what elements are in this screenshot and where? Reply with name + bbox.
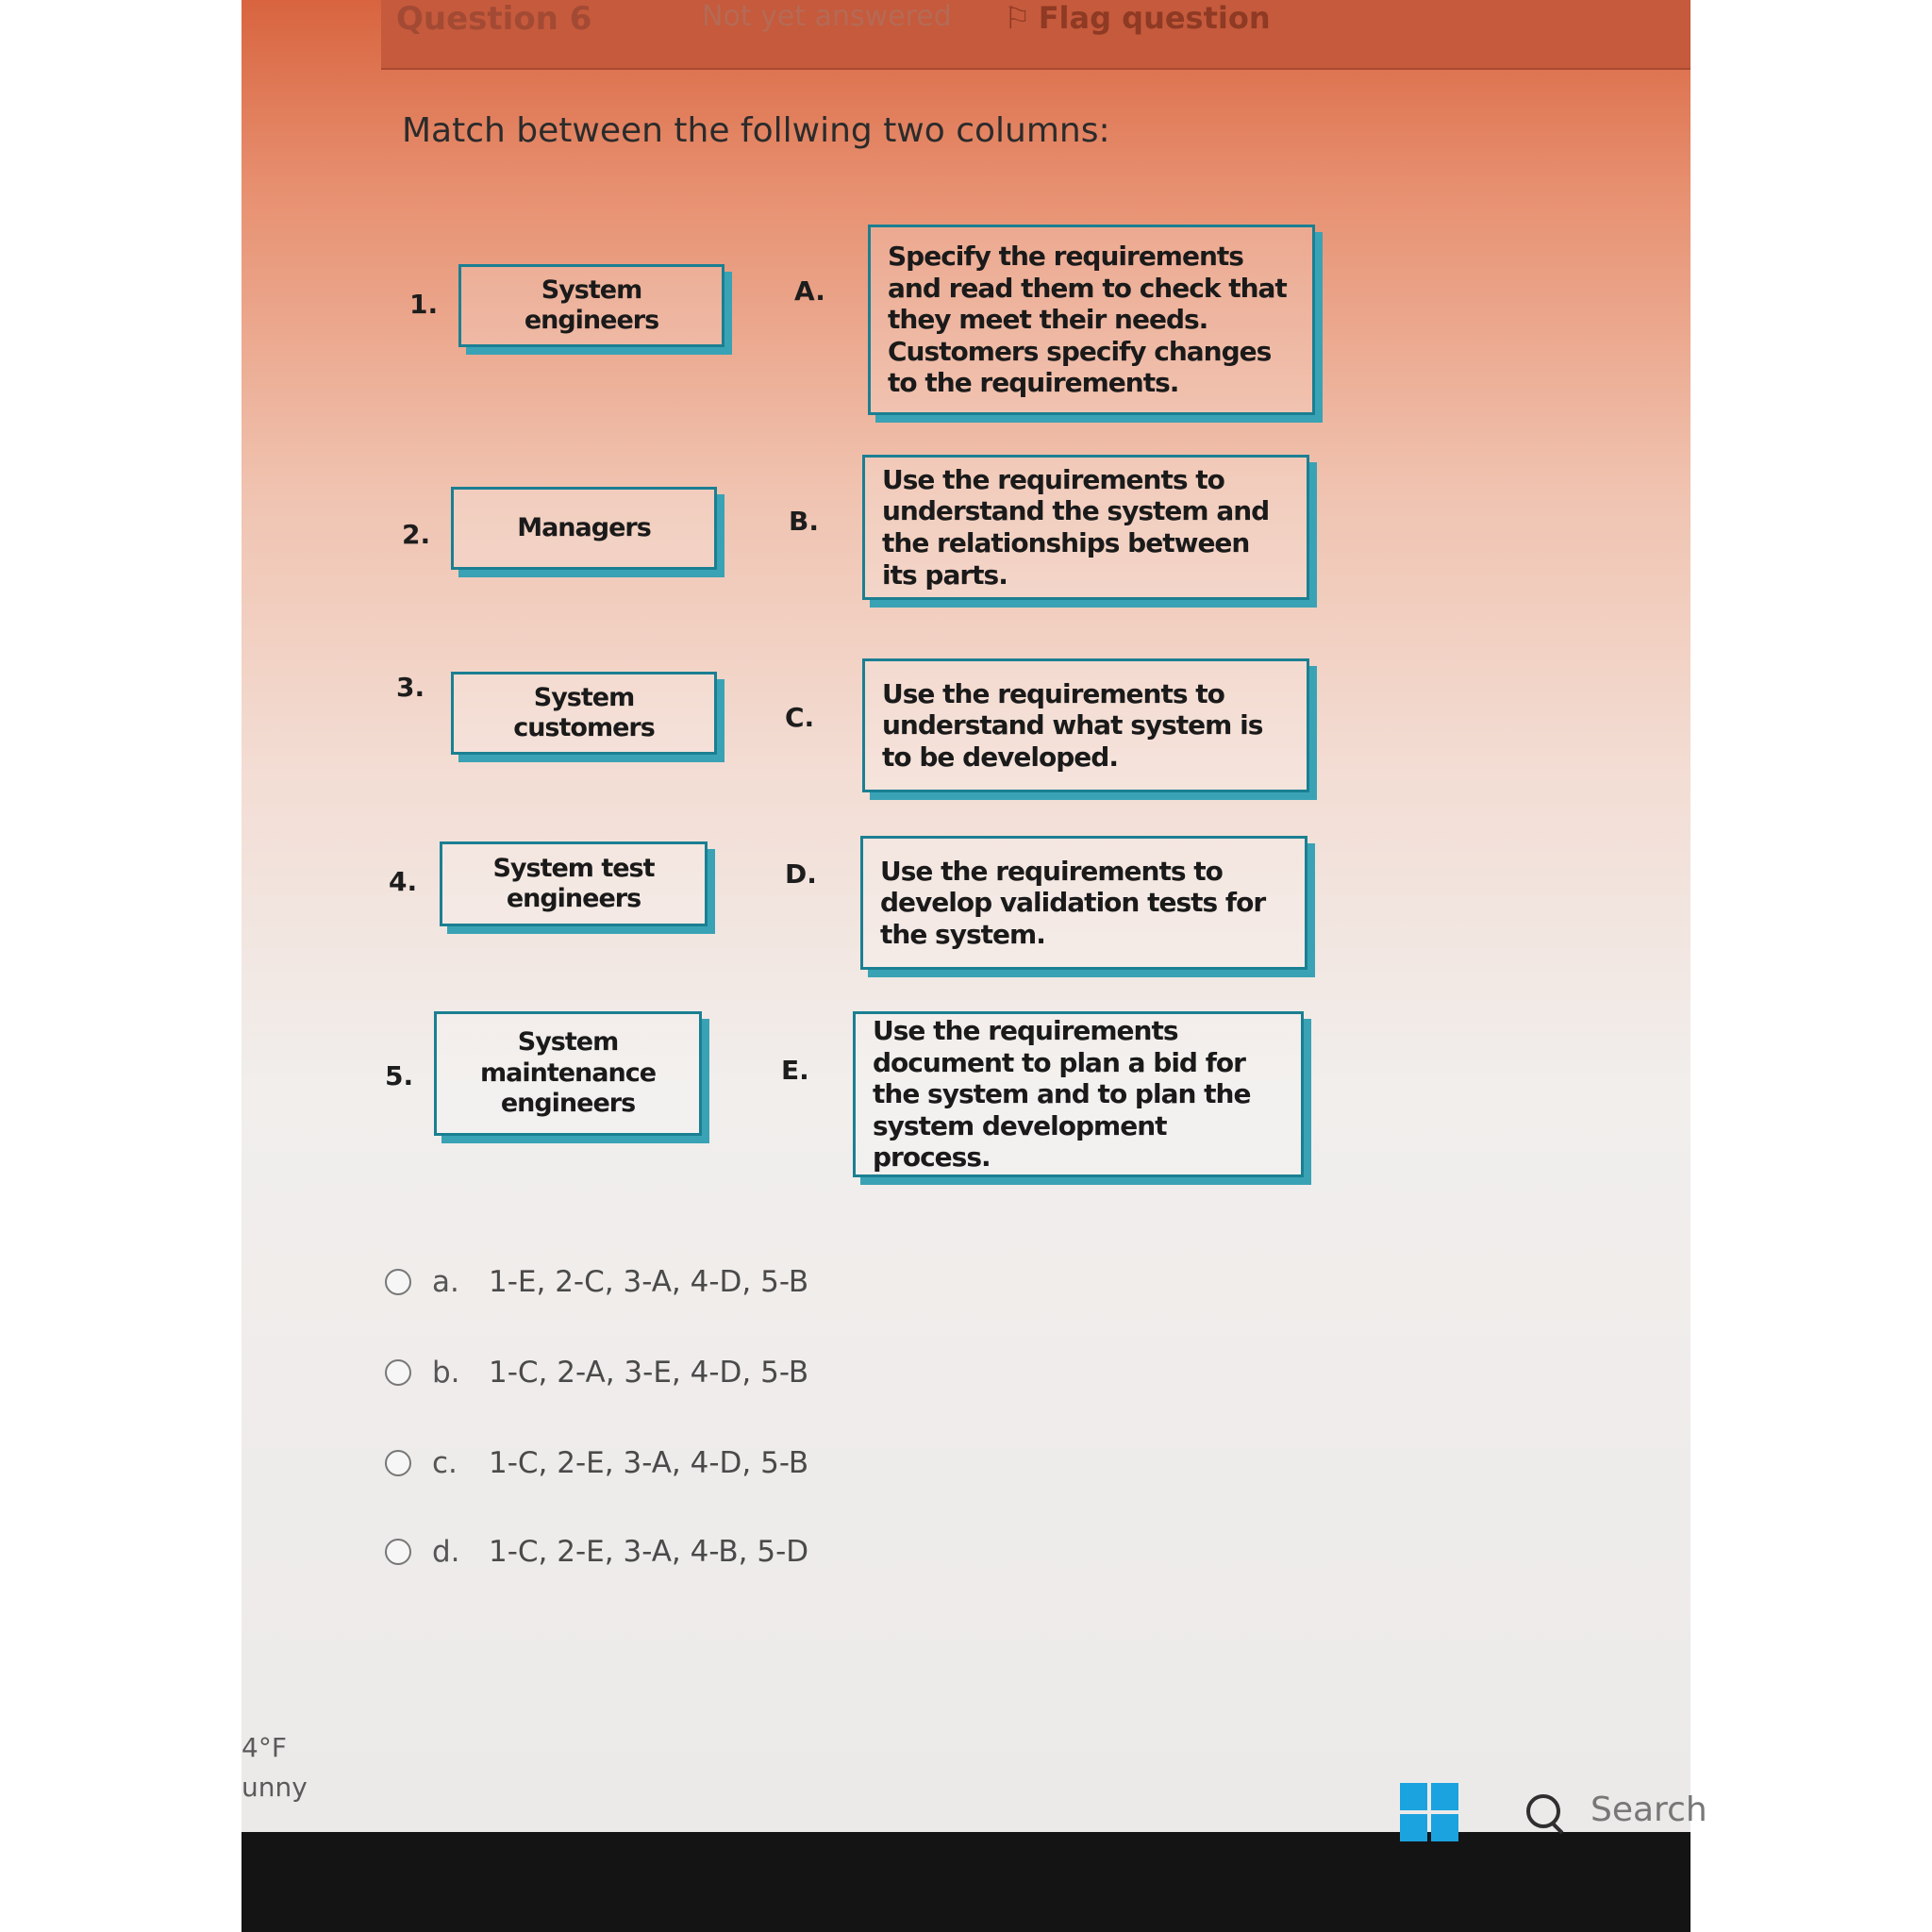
right-item-letter: B. bbox=[789, 506, 819, 537]
right-item-letter: A. bbox=[794, 275, 825, 307]
option-text: 1-E, 2-C, 3-A, 4-D, 5-B bbox=[489, 1265, 809, 1299]
photo-margin-left bbox=[0, 0, 242, 1932]
question-header bbox=[381, 0, 1690, 70]
question-prompt: Match between the follwing two columns: bbox=[402, 111, 1110, 150]
left-item-box bbox=[458, 264, 724, 347]
left-item-text: System test engineers bbox=[492, 853, 655, 913]
screen bbox=[242, 0, 1707, 1832]
windows-start-icon[interactable] bbox=[1400, 1783, 1458, 1841]
right-item-text: Use the requirements document to plan a bid for the system and to plan the system development process. bbox=[873, 1015, 1251, 1174]
left-item-number: 4. bbox=[389, 866, 418, 897]
option-letter: a. bbox=[432, 1265, 459, 1299]
right-item-text: Use the requirements to understand the system and the relationships between its parts. bbox=[882, 463, 1270, 591]
option-letter: d. bbox=[432, 1535, 460, 1569]
left-item-number: 3. bbox=[396, 672, 425, 703]
weather-condition: unny bbox=[242, 1772, 308, 1803]
option-letter: b. bbox=[432, 1356, 460, 1390]
right-item-letter: E. bbox=[781, 1055, 809, 1086]
question-status: Not yet answered bbox=[702, 0, 952, 33]
option-text: 1-C, 2-E, 3-A, 4-B, 5-D bbox=[489, 1535, 809, 1569]
option-text: 1-C, 2-A, 3-E, 4-D, 5-B bbox=[489, 1356, 809, 1390]
answer-option-c[interactable] bbox=[385, 1440, 808, 1487]
radio-button[interactable] bbox=[385, 1359, 411, 1386]
radio-button[interactable] bbox=[385, 1539, 411, 1565]
radio-button[interactable] bbox=[385, 1269, 411, 1295]
right-item-text: Use the requirements to understand what system is to be developed. bbox=[882, 677, 1263, 773]
right-item-letter: C. bbox=[785, 702, 815, 733]
left-item-box bbox=[451, 672, 717, 755]
search-icon[interactable] bbox=[1526, 1794, 1560, 1828]
right-item-text: Specify the requirements and read them to check that they meet their needs. Customers specify changes to the requirements. bbox=[888, 241, 1287, 399]
right-item-box bbox=[860, 836, 1307, 970]
weather-widget[interactable] bbox=[242, 1728, 308, 1807]
radio-button[interactable] bbox=[385, 1450, 411, 1476]
answer-option-b[interactable] bbox=[385, 1349, 808, 1396]
left-item-box bbox=[440, 841, 708, 926]
right-item-box bbox=[853, 1011, 1304, 1177]
left-item-box bbox=[451, 487, 717, 570]
right-item-letter: D. bbox=[785, 858, 817, 890]
left-item-text: System engineers bbox=[524, 275, 659, 335]
left-item-text: System maintenance engineers bbox=[479, 1027, 657, 1119]
right-item-box bbox=[868, 225, 1315, 415]
left-item-number: 5. bbox=[385, 1060, 414, 1091]
question-number: Question 6 bbox=[396, 0, 592, 38]
flag-question-label: Flag question bbox=[1038, 0, 1271, 36]
right-item-box bbox=[862, 658, 1309, 792]
flag-question-link[interactable] bbox=[1004, 0, 1271, 36]
option-letter: c. bbox=[432, 1446, 458, 1480]
flag-icon: ⚐ bbox=[1004, 0, 1031, 36]
monitor-bezel bbox=[242, 1832, 1690, 1932]
left-item-text: Managers bbox=[517, 512, 651, 542]
left-item-text: System customers bbox=[513, 682, 655, 742]
option-text: 1-C, 2-E, 3-A, 4-D, 5-B bbox=[489, 1446, 809, 1480]
left-item-number: 1. bbox=[409, 289, 439, 320]
right-item-text: Use the requirements to develop validation tests for the system. bbox=[880, 855, 1266, 950]
answer-option-a[interactable] bbox=[385, 1258, 808, 1306]
photo-margin-right bbox=[1690, 0, 1932, 1932]
left-item-box bbox=[434, 1011, 702, 1136]
taskbar-search[interactable]: Search bbox=[1591, 1790, 1707, 1829]
right-item-box bbox=[862, 455, 1309, 600]
answer-option-d[interactable] bbox=[385, 1528, 808, 1575]
weather-temperature: 4°F bbox=[242, 1732, 287, 1763]
left-item-number: 2. bbox=[402, 519, 431, 550]
